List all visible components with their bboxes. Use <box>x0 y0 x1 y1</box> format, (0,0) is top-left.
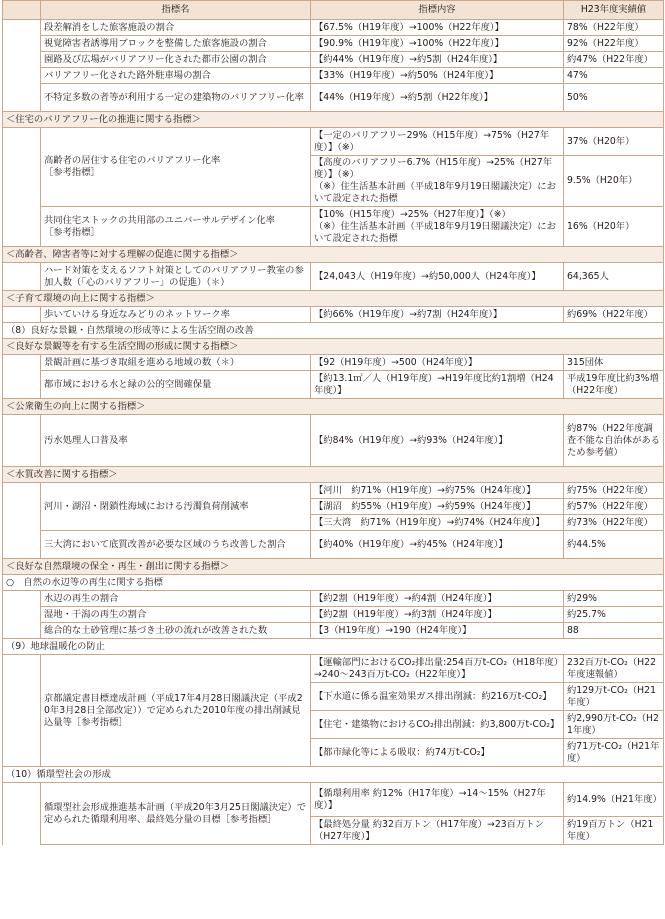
indent-cell <box>3 655 41 683</box>
indicator-name-cell: 循環型社会形成推進基本計画（平成20年3月25日閣議決定）で定められた循環利用率、最終処分量の目標［参考指標］ <box>41 783 311 845</box>
indicator-content-cell: 【運輸部門におけるCO₂排出量:254百万t-CO₂（H18年度）→240～243百万t-CO₂（H22年度）】 <box>311 655 564 683</box>
table-row <box>3 591 664 607</box>
actual-value-cell: 平成19年度比約3%増（H22年度） <box>564 371 664 399</box>
indicator-name-cell: 景観計画に基づき取組を進める地域の数（＊） <box>41 355 311 371</box>
actual-value-cell: 約71万t-CO₂（H21年度） <box>564 739 664 767</box>
indent-cell <box>3 623 41 639</box>
actual-value-cell: 315団体 <box>564 355 664 371</box>
actual-value-cell: 50% <box>564 84 664 112</box>
indicator-content-cell: 【住宅・建築物におけるCO₂排出削減：約3,800万t-CO₂】 <box>311 711 564 739</box>
actual-value-cell: 約73%（H22年度） <box>564 515 664 531</box>
actual-value-cell: 約44.5% <box>564 531 664 559</box>
indicator-name-cell: 湿地・干潟の再生の割合 <box>41 607 311 623</box>
indent-cell <box>3 207 41 247</box>
indicator-content-cell: 【下水道に係る温室効果ガス排出削減：約216万t-CO₂】 <box>311 683 564 711</box>
header-indicator-content: 指標内容 <box>311 1 564 20</box>
indicator-content-cell: 【約2割（H19年度）→約4割（H24年度）】 <box>311 591 564 607</box>
indent-cell <box>3 607 41 623</box>
actual-value-cell: 16%（H20年） <box>564 207 664 247</box>
heading-title: （9）地球温暖化の防止 <box>3 639 664 655</box>
table-row <box>3 783 664 817</box>
table-row <box>3 128 664 156</box>
actual-value-cell: 約2,990万t-CO₂（H21年度） <box>564 711 664 739</box>
indicator-content-cell: 【高度のバリアフリー6.7%（H15年度）→25%（H27年度）】（※） （※）住生活基本計画（平成18年9月19日閣議決定）において設定された指標 <box>311 156 564 207</box>
table-header-row <box>3 1 664 20</box>
indent-cell <box>3 263 41 291</box>
indicator-name-cell: 京都議定書目標達成計画（平成17年4月28日閣議決定（平成20年3月28日全部改定））で定められた2010年度の排出削減見込量等［参考指標］ <box>41 655 311 767</box>
indicator-content-cell: 【92（H19年度）→500（H24年度）】 <box>311 355 564 371</box>
table-row <box>3 655 664 683</box>
table-row <box>3 84 664 112</box>
indent-cell <box>3 711 41 739</box>
indent-cell <box>3 515 41 531</box>
table-row <box>3 415 664 467</box>
actual-value-cell: 約69%（H22年度） <box>564 307 664 323</box>
table-row <box>3 36 664 52</box>
indent-cell <box>3 683 41 711</box>
indent-cell <box>3 499 41 515</box>
section-title: ＜公衆衛生の向上に関する指標＞ <box>3 399 664 415</box>
indicator-content-cell: 【3（H19年度）→190（H24年度）】 <box>311 623 564 639</box>
actual-value-cell: 232百万t-CO₂（H22年度速報値） <box>564 655 664 683</box>
indicator-content-cell: 【67.5%（H19年度）→100%（H22年度）】 <box>311 20 564 36</box>
indent-cell <box>3 783 41 817</box>
indent-cell <box>3 531 41 559</box>
header-blank <box>3 1 41 20</box>
indent-cell <box>3 52 41 68</box>
section-row <box>3 112 664 128</box>
table-row <box>3 483 664 499</box>
heading-row <box>3 639 664 655</box>
indent-cell <box>3 591 41 607</box>
indent-cell <box>3 307 41 323</box>
indicator-content-cell: 【33%（H19年度）→約50%（H24年度）】 <box>311 68 564 84</box>
actual-value-cell: 約47%（H22年度） <box>564 52 664 68</box>
indent-cell <box>3 483 41 499</box>
actual-value-cell: 約87%（H22年度調査不能な自治体があるため参考値） <box>564 415 664 467</box>
section-row <box>3 291 664 307</box>
indent-cell <box>3 20 41 36</box>
indicator-content-cell: 【河川 約71%（H19年度）→約75%（H24年度）】 <box>311 483 564 499</box>
header-indicator-name: 指標名 <box>41 1 311 20</box>
section-row <box>3 467 664 483</box>
table-row <box>3 52 664 68</box>
indent-cell <box>3 84 41 112</box>
table-row <box>3 263 664 291</box>
section-title: ＜良好な自然環境の保全・再生・創出に関する指標＞ <box>3 559 664 575</box>
indicator-name-cell: 園路及び広場がバリアフリー化された都市公園の割合 <box>41 52 311 68</box>
indicator-content-cell: 【湖沼 約55%（H19年度）→約59%（H24年度）】 <box>311 499 564 515</box>
actual-value-cell: 47% <box>564 68 664 84</box>
actual-value-cell: 約57%（H22年度） <box>564 499 664 515</box>
indicator-content-cell: 【一定のバリアフリー29%（H15年度）→75%（H27年度）】（※） <box>311 128 564 156</box>
table-row <box>3 531 664 559</box>
indicator-content-cell: 【90.9%（H19年度）→100%（H22年度）】 <box>311 36 564 52</box>
indicator-name-cell: 視覚障害者誘導用ブロックを整備した旅客施設の割合 <box>41 36 311 52</box>
heading-row <box>3 323 664 339</box>
indent-cell <box>3 739 41 767</box>
table-row <box>3 623 664 639</box>
indicator-table <box>2 0 664 845</box>
indicator-name-cell: 水辺の再生の割合 <box>41 591 311 607</box>
indent-cell <box>3 68 41 84</box>
actual-value-cell: 88 <box>564 623 664 639</box>
indicator-content-cell: 【最終処分量 約32百万トン（H17年度）→23百万トン（H27年度）】 <box>311 817 564 845</box>
indicator-name-cell: ハード対策を支えるソフト対策としてのバリアフリー教室の参加人数（「心のバリアフリー」の促進）（＊） <box>41 263 311 291</box>
indent-cell <box>3 817 41 845</box>
indicator-name-cell: 共同住宅ストックの共用部のユニバーサルデザイン化率 ［参考指標］ <box>41 207 311 247</box>
section-title: ＜高齢者、障害者等に対する理解の促進に関する指標＞ <box>3 247 664 263</box>
subsection-row <box>3 575 664 591</box>
indicator-content-cell: 【約44%（H19年度）→約5割（H24年度）】 <box>311 52 564 68</box>
indicator-name-cell: 三大湾において底質改善が必要な区域のうち改善した割合 <box>41 531 311 559</box>
section-row <box>3 339 664 355</box>
indicator-name-cell: 河川・湖沼・閉鎖性海域における汚濁負荷削減率 <box>41 483 311 531</box>
sub-title: ○ 自然の水辺等の再生に関する指標 <box>3 575 664 591</box>
indent-cell <box>3 371 41 399</box>
indicator-name-cell: 不特定多数の者等が利用する一定の建築物のバリアフリー化率 <box>41 84 311 112</box>
actual-value-cell: 約25.7% <box>564 607 664 623</box>
section-row <box>3 559 664 575</box>
indicator-content-cell: 【44%（H19年度）→約5割（H22年度）】 <box>311 84 564 112</box>
actual-value-cell: 約29% <box>564 591 664 607</box>
actual-value-cell: 92%（H22年度） <box>564 36 664 52</box>
table-row <box>3 207 664 247</box>
actual-value-cell: 9.5%（H20年） <box>564 156 664 207</box>
table-row <box>3 20 664 36</box>
actual-value-cell: 約14.9%（H21年度） <box>564 783 664 817</box>
actual-value-cell: 約75%（H22年度） <box>564 483 664 499</box>
indicator-content-cell: 【約13.1㎡／人（H19年度）→H19年度比約1割増（H24年度）】 <box>311 371 564 399</box>
indicator-content-cell: 【都市緑化等による吸収：約74万t-CO₂】 <box>311 739 564 767</box>
indicator-name-cell: 段差解消をした旅客施設の割合 <box>41 20 311 36</box>
indicator-content-cell: 【24,043人（H19年度）→約50,000人（H24年度）】 <box>311 263 564 291</box>
indent-cell <box>3 36 41 52</box>
table-row <box>3 371 664 399</box>
section-title: ＜水質改善に関する指標＞ <box>3 467 664 483</box>
indicator-content-cell: 【約40%（H19年度）→約45%（H24年度）】 <box>311 531 564 559</box>
actual-value-cell: 64,365人 <box>564 263 664 291</box>
table-row <box>3 307 664 323</box>
section-row <box>3 399 664 415</box>
table-row <box>3 355 664 371</box>
section-row <box>3 247 664 263</box>
indent-cell <box>3 128 41 156</box>
indicator-content-cell: 【約66%（H19年度）→約7割（H24年度）】 <box>311 307 564 323</box>
indent-cell <box>3 355 41 371</box>
table-body <box>3 20 664 845</box>
section-title: ＜良好な景観等を有する生活空間の形成に関する指標＞ <box>3 339 664 355</box>
section-title: ＜住宅のバリアフリー化の推進に関する指標＞ <box>3 112 664 128</box>
indent-cell <box>3 156 41 207</box>
actual-value-cell: 約19百万トン（H21年度） <box>564 817 664 845</box>
table-row <box>3 68 664 84</box>
indent-cell <box>3 415 41 467</box>
section-title: ＜子育て環境の向上に関する指標＞ <box>3 291 664 307</box>
indicator-name-cell: 都市域における水と緑の公的空間確保量 <box>41 371 311 399</box>
heading-title: （8）良好な景観・自然環境の形成等による生活空間の改善 <box>3 323 664 339</box>
indicator-content-cell: 【約2割（H19年度）→約3割（H24年度）】 <box>311 607 564 623</box>
actual-value-cell: 78%（H22年度） <box>564 20 664 36</box>
indicator-name-cell: 高齢者の居住する住宅のバリアフリー化率 ［参考指標］ <box>41 128 311 207</box>
indicator-name-cell: バリアフリー化された路外駐車場の割合 <box>41 68 311 84</box>
indicator-name-cell: 総合的な土砂管理に基づき土砂の流れが改善された数 <box>41 623 311 639</box>
table-row <box>3 607 664 623</box>
heading-row <box>3 767 664 783</box>
indicator-content-cell: 【循環利用率 約12%（H17年度）→14～15%（H27年度）】 <box>311 783 564 817</box>
indicator-name-cell: 汚水処理人口普及率 <box>41 415 311 467</box>
actual-value-cell: 37%（H20年） <box>564 128 664 156</box>
indicator-content-cell: 【10%（H15年度）→25%（H27年度）】（※） （※）住生活基本計画（平成18年9月19日閣議決定）において設定された指標 <box>311 207 564 247</box>
indicator-content-cell: 【三大湾 約71%（H19年度）→約74%（H24年度）】 <box>311 515 564 531</box>
heading-title: （10）循環型社会の形成 <box>3 767 664 783</box>
header-actual-value: H23年度実績値 <box>564 1 664 20</box>
indicator-content-cell: 【約84%（H19年度）→約93%（H24年度）】 <box>311 415 564 467</box>
indicator-name-cell: 歩いていける身近なみどりのネットワーク率 <box>41 307 311 323</box>
actual-value-cell: 約129万t-CO₂（H21年度） <box>564 683 664 711</box>
